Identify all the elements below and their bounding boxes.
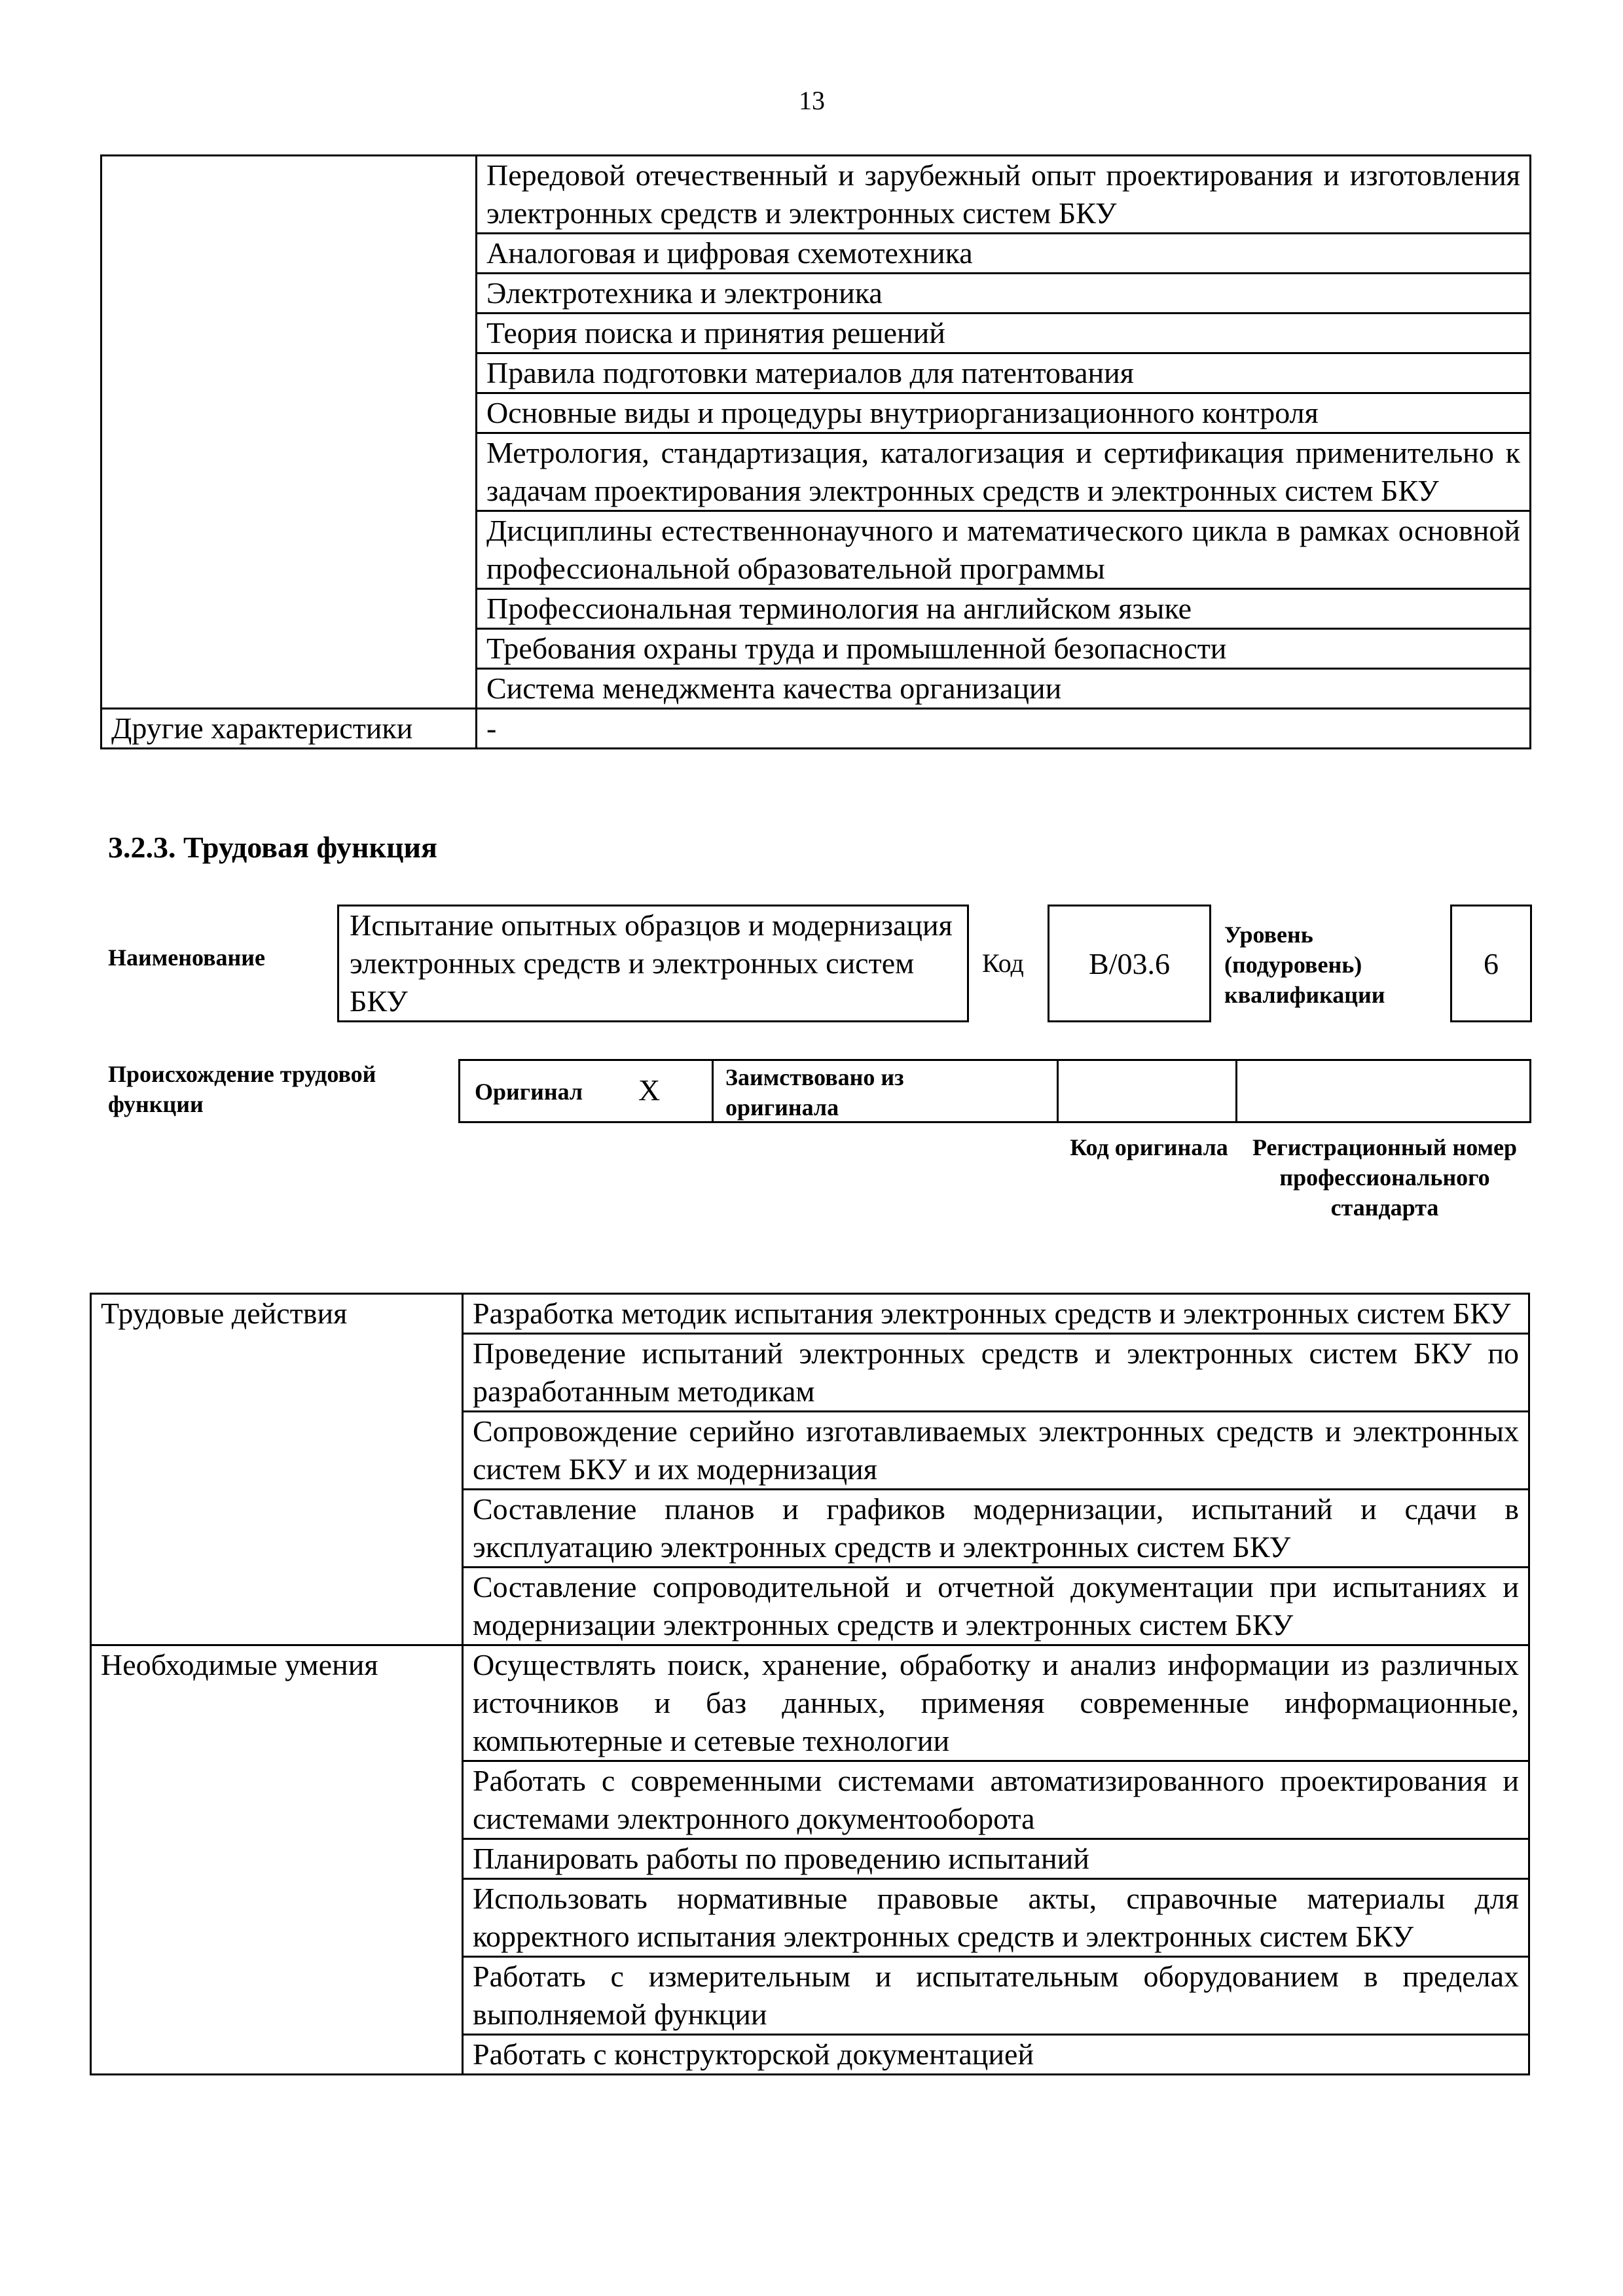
level-box <box>1450 905 1532 1022</box>
code-label: Код <box>982 948 1024 978</box>
knowledge-item: Передовой отечественный и зарубежный опыт проектирования и изготовления электронных средств и электронных систем БКУ <box>477 156 1531 234</box>
knowledge-item: Требования охраны труда и промышленной безопасности <box>477 629 1531 669</box>
original-cell <box>458 1059 714 1123</box>
action-item: Составление планов и графиков модернизации, испытаний и сдачи в эксплуатацию электронных средств и электронных систем БКУ <box>463 1490 1529 1568</box>
borrowed-cell <box>712 1059 1059 1123</box>
knowledge-item: Метрология, стандартизация, каталогизация и сертификация применительно к задачам проектирования электронных средств и электронных систем БКУ <box>477 433 1531 511</box>
original-code-cell <box>1057 1059 1237 1123</box>
skill-item: Осуществлять поиск, хранение, обработку и анализ информации из различных источников и баз данных, применяя современные информационные, компьютерные и сетевые технологии <box>463 1645 1529 1761</box>
origin-label: Происхождение трудовой функции <box>108 1061 376 1117</box>
borrowed-label: Заимствовано из оригинала <box>725 1064 904 1121</box>
function-code-box <box>1048 905 1211 1022</box>
knowledge-item: Профессиональная терминология на английском языке <box>477 589 1531 629</box>
function-code-value: B/03.6 <box>1089 946 1170 980</box>
skill-item: Планировать работы по проведению испытаний <box>463 1839 1529 1879</box>
page-number: 13 <box>799 86 825 115</box>
knowledge-item: Система менеджмента качества организации <box>477 669 1531 709</box>
other-characteristics-value: - <box>477 709 1531 749</box>
action-item: Проведение испытаний электронных средств и электронных систем БКУ по разработанным методикам <box>463 1334 1529 1412</box>
other-characteristics-label: Другие характеристики <box>101 709 477 749</box>
function-name-value: Испытание опытных образцов и модернизация электронных средств и электронных систем БКУ <box>350 908 953 1018</box>
original-label: Оригинал <box>475 1079 583 1105</box>
knowledge-item: Аналоговая и цифровая схемотехника <box>477 234 1531 274</box>
knowledge-item: Основные виды и процедуры внутриорганизационного контроля <box>477 393 1531 433</box>
skill-item: Использовать нормативные правовые акты, справочные материалы для корректного испытания электронных средств и электронных систем БКУ <box>463 1879 1529 1957</box>
action-item: Сопровождение серийно изготавливаемых электронных средств и электронных систем БКУ и их модернизация <box>463 1412 1529 1490</box>
original-code-caption: Код оригинала <box>1070 1134 1228 1160</box>
action-item: Разработка методик испытания электронных средств и электронных систем БКУ <box>463 1294 1529 1334</box>
name-label: Наименование <box>108 944 265 971</box>
registration-number-caption: Регистрационный номер профессионального стандарта <box>1252 1134 1518 1221</box>
knowledge-item: Электротехника и электроника <box>477 274 1531 314</box>
action-item: Составление сопроводительной и отчетной документации при испытаниях и модернизации электронных средств и электронных систем БКУ <box>463 1568 1529 1645</box>
original-mark: X <box>638 1073 661 1107</box>
section-heading: 3.2.3. Трудовая функция <box>108 831 437 864</box>
skill-item: Работать с конструкторской документацией <box>463 2035 1529 2075</box>
knowledge-item: Правила подготовки материалов для патентования <box>477 353 1531 393</box>
knowledge-item: Теория поиска и принятия решений <box>477 314 1531 353</box>
registration-number-cell <box>1235 1059 1531 1123</box>
function-details-table <box>90 1293 1530 2075</box>
knowledge-label-cell <box>101 156 477 709</box>
level-label: Уровень (подуровень) квалификации <box>1224 922 1385 1008</box>
skill-item: Работать с измерительным и испытательным оборудованием в пределах выполняемой функции <box>463 1957 1529 2035</box>
skills-label: Необходимые умения <box>91 1645 463 2075</box>
skill-item: Работать с современными системами автоматизированного проектирования и системами электронного документооборота <box>463 1761 1529 1839</box>
level-value: 6 <box>1484 946 1499 980</box>
knowledge-table <box>100 154 1531 749</box>
knowledge-item: Дисциплины естественнонаучного и математического цикла в рамках основной профессиональной образовательной программы <box>477 511 1531 589</box>
function-name-box <box>337 905 969 1022</box>
actions-label: Трудовые действия <box>91 1294 463 1645</box>
